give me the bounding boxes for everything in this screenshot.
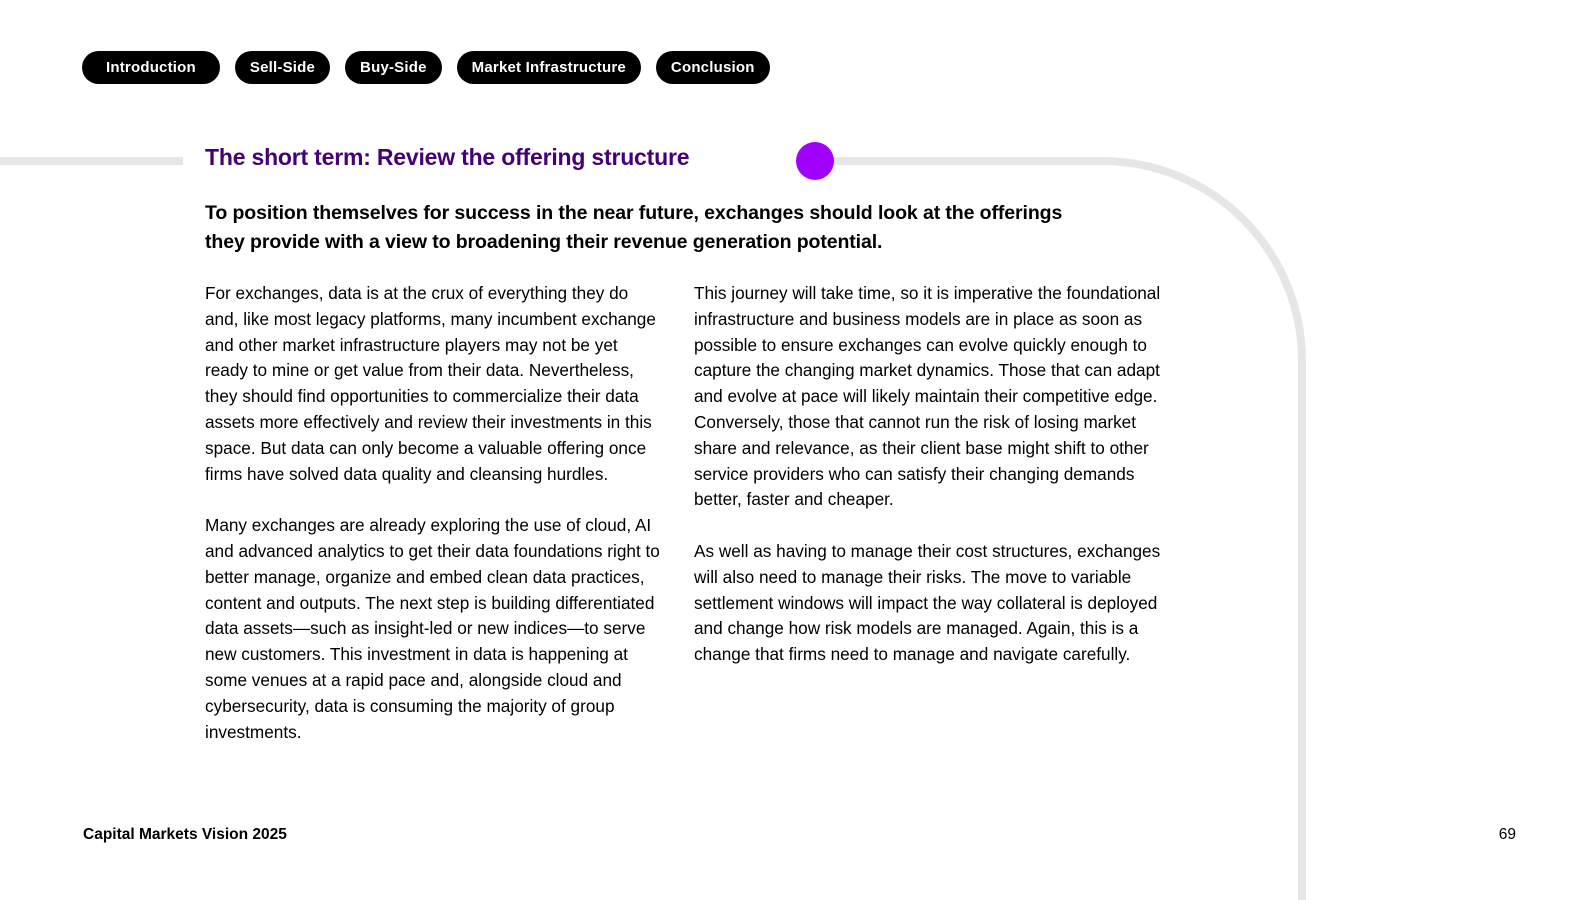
- nav-tab-buy-side[interactable]: Buy-Side: [345, 51, 442, 84]
- body-paragraph: As well as having to manage their cost structures, exchanges will also need to manage their risks. The move to variable settlement windows will impact the way collateral is deployed and change how risk models are managed. Again, this is a change that firms need to manage and navigate carefully.: [694, 540, 1161, 665]
- section-title: The short term: Review the offering structure: [205, 144, 690, 170]
- body-column-right: [694, 281, 1164, 694]
- body-column-left: [205, 281, 665, 771]
- nav-tab-market-infrastructure[interactable]: Market Infrastructure: [457, 51, 641, 84]
- nav-tab-conclusion[interactable]: Conclusion: [656, 51, 770, 84]
- nav-tab-introduction[interactable]: Introduction: [82, 51, 220, 84]
- accent-dot: [796, 142, 834, 180]
- footer-publication-title: Capital Markets Vision 2025: [83, 826, 287, 843]
- section-nav: [82, 51, 770, 84]
- lead-paragraph: To position themselves for success in the near future, exchanges should look at the offerings they provide with a view to broadening their revenue generation potential.: [205, 202, 1063, 253]
- body-paragraph: Many exchanges are already exploring the use of cloud, AI and advanced analytics to get their data foundations right to better manage, organize and embed clean data practices, content and outputs. The next step is building differentiated data assets—such as insight-led or new indices—to serve new customers. This investment in data is happening at some venues at a rapid pace and, alongside cloud and cybersecurity, data is consuming the majority of group investments.: [205, 515, 660, 742]
- nav-tab-sell-side[interactable]: Sell-Side: [235, 51, 330, 84]
- page-number: 69: [1498, 826, 1516, 843]
- body-paragraph: For exchanges, data is at the crux of everything they do and, like most legacy platforms, many incumbent exchange and other market infrastructure players may not be yet ready to mine or get value from their data. Nevertheless, they should find opportunities to commercialize their data assets more effectively and review their investments in this space. But data can only become a valuable offering once firms have solved data quality and cleansing hurdles.: [205, 283, 656, 484]
- body-paragraph: This journey will take time, so it is imperative the foundational infrastructure and business models are in place as soon as possible to ensure exchanges can evolve quickly enough to capture the changing market dynamics. Those that can adapt and evolve at pace will likely maintain their competitive edge. Conversely, those that cannot run the risk of losing market share and relevance, as their client base might shift to other service providers who can satisfy their changing demands better, faster and cheaper.: [694, 283, 1161, 510]
